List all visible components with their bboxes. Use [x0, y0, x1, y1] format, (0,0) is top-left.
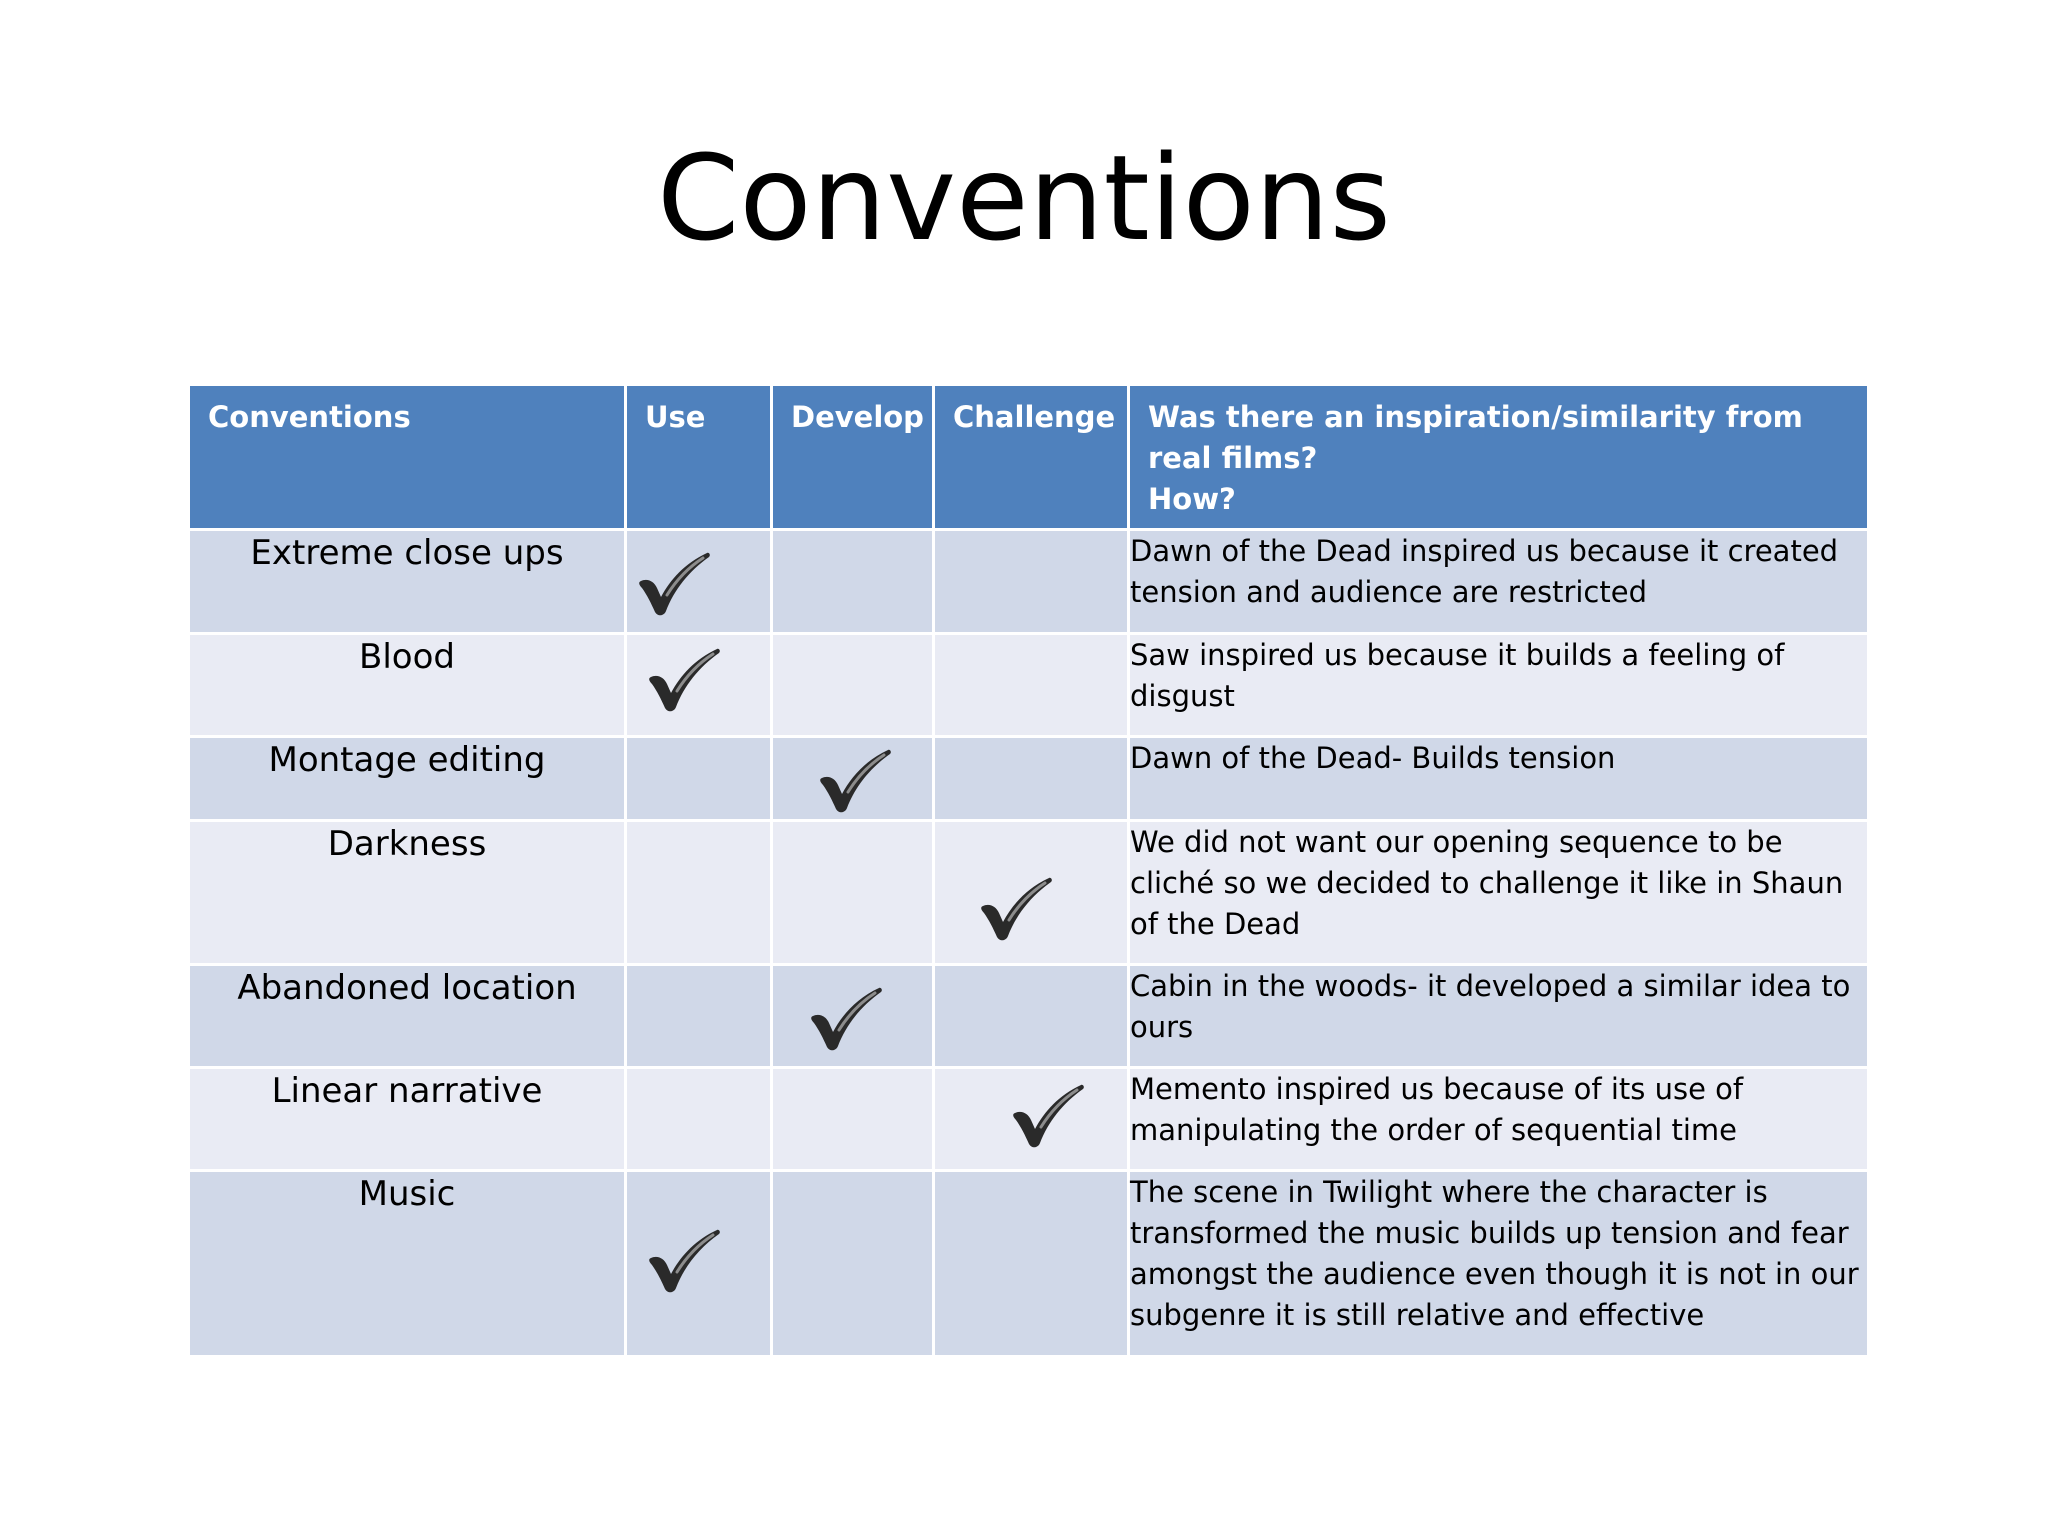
- table-row: [189, 737, 1869, 821]
- table-row: [189, 634, 1869, 737]
- table-row: [189, 965, 1869, 1068]
- develop-cell: [772, 634, 934, 737]
- use-cell: [626, 1068, 772, 1171]
- challenge-cell: [934, 965, 1129, 1068]
- develop-cell: [772, 737, 934, 821]
- table-row: [189, 821, 1869, 965]
- inspiration-cell: Dawn of the Dead inspired us because it created tension and audience are restricted: [1129, 530, 1869, 634]
- use-cell: [626, 634, 772, 737]
- use-cell: [626, 530, 772, 634]
- inspiration-cell: Dawn of the Dead- Builds tension: [1129, 737, 1869, 821]
- inspiration-cell: Cabin in the woods- it developed a similar idea to ours: [1129, 965, 1869, 1068]
- checkmark-icon: [818, 748, 894, 814]
- header-develop: Develop: [772, 385, 934, 530]
- header-inspiration-question: Was there an inspiration/similarity from real films?: [1148, 400, 1803, 475]
- use-cell: [626, 1171, 772, 1357]
- challenge-cell: [934, 1171, 1129, 1357]
- conventions-table: [187, 383, 1870, 1358]
- table-row: [189, 530, 1869, 634]
- header-inspiration-how: How?: [1148, 482, 1236, 516]
- checkmark-icon: [647, 647, 723, 713]
- checkmark-icon: [647, 1228, 723, 1294]
- convention-cell: Extreme close ups: [189, 530, 626, 634]
- checkmark-icon: [979, 876, 1055, 942]
- convention-cell: Abandoned location: [189, 965, 626, 1068]
- challenge-cell: [934, 1068, 1129, 1171]
- table-row: [189, 1171, 1869, 1357]
- use-cell: [626, 965, 772, 1068]
- inspiration-cell: We did not want our opening sequence to be cliché so we decided to challenge it like in Shaun of the Dead: [1129, 821, 1869, 965]
- checkmark-icon: [637, 551, 713, 617]
- checkmark-icon: [1011, 1083, 1087, 1149]
- convention-cell: Blood: [189, 634, 626, 737]
- develop-cell: [772, 1068, 934, 1171]
- convention-cell: Linear narrative: [189, 1068, 626, 1171]
- convention-cell: Darkness: [189, 821, 626, 965]
- header-use: Use: [626, 385, 772, 530]
- challenge-cell: [934, 821, 1129, 965]
- table-header-row: [189, 385, 1869, 530]
- inspiration-cell: The scene in Twilight where the character is transformed the music builds up tension and fear amongst the audience even though it is not in our subgenre it is still relative and effective: [1129, 1171, 1869, 1357]
- slide-title: Conventions: [656, 129, 1392, 267]
- develop-cell: [772, 1171, 934, 1357]
- use-cell: [626, 821, 772, 965]
- header-conventions: Conventions: [189, 385, 626, 530]
- develop-cell: [772, 530, 934, 634]
- inspiration-cell: Memento inspired us because of its use of manipulating the order of sequential time: [1129, 1068, 1869, 1171]
- develop-cell: [772, 965, 934, 1068]
- use-cell: [626, 737, 772, 821]
- challenge-cell: [934, 737, 1129, 821]
- challenge-cell: [934, 530, 1129, 634]
- table-row: [189, 1068, 1869, 1171]
- convention-cell: Montage editing: [189, 737, 626, 821]
- challenge-cell: [934, 634, 1129, 737]
- convention-cell: Music: [189, 1171, 626, 1357]
- checkmark-icon: [809, 986, 885, 1052]
- develop-cell: [772, 821, 934, 965]
- header-inspiration: [1129, 385, 1869, 530]
- inspiration-cell: Saw inspired us because it builds a feeling of disgust: [1129, 634, 1869, 737]
- header-challenge: Challenge: [934, 385, 1129, 530]
